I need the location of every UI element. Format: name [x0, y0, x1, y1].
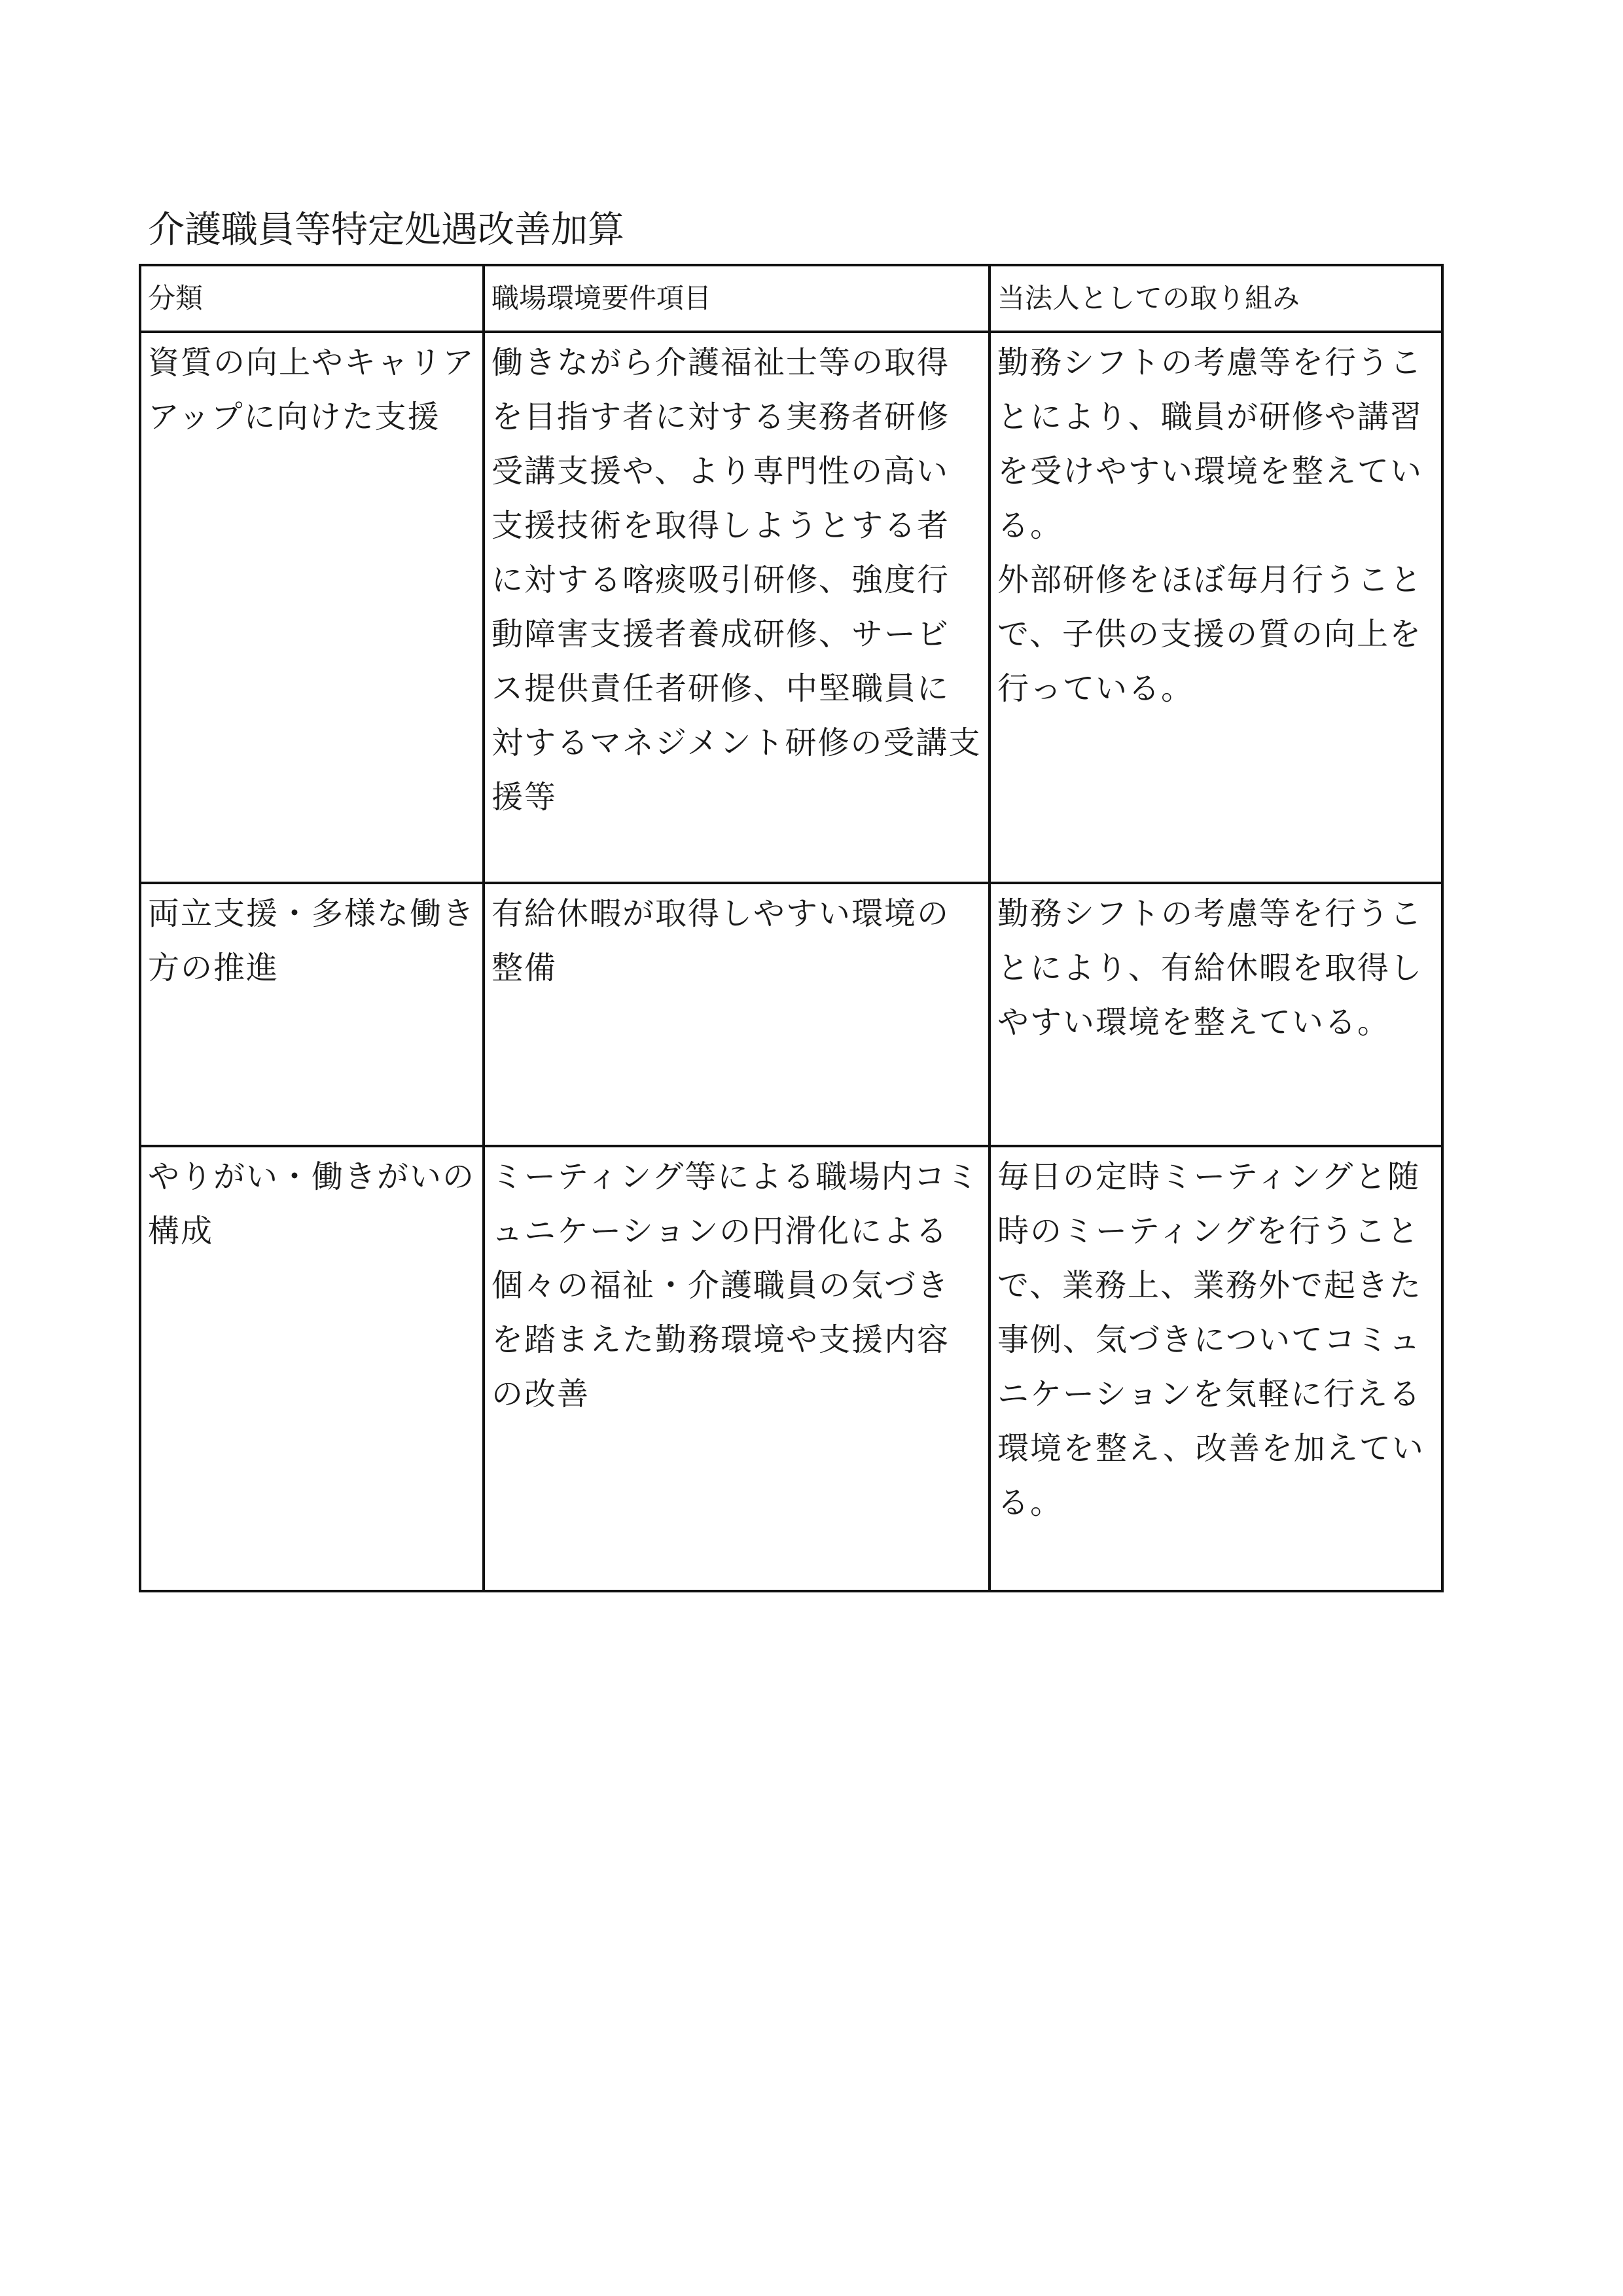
requirement-cell: 有給休暇が取得しやすい環境の整備	[484, 883, 990, 1146]
category-cell: 資質の向上やキャリアアップに向けた支援	[140, 332, 484, 883]
initiative-cell	[990, 883, 1442, 1146]
table-row	[140, 1146, 1442, 1591]
initiative-text: 勤務シフトの考慮等を行うことにより、有給休暇を取得しやすい環境を整えている。	[997, 895, 1423, 1041]
initiative-text: 毎日の定時ミーティングと随時のミーティングを行うことで、業務上、業務外で起きた事例、気づきについてコミュニケーションを気軽に行える環境を整え、改善を加えている。	[997, 1158, 1425, 1521]
requirements-table	[139, 264, 1444, 1592]
table-row	[140, 332, 1442, 883]
initiative-text: 勤務シフトの考慮等を行うことにより、職員が研修や講習を受けやすい環境を整えている。	[997, 344, 1423, 544]
category-cell: 両立支援・多様な働き方の推進	[140, 883, 484, 1146]
table-header-row	[140, 265, 1442, 332]
category-cell: やりがい・働きがいの構成	[140, 1146, 484, 1591]
initiative-cell	[990, 1146, 1442, 1591]
header-requirement: 職場環境要件項目	[484, 265, 990, 332]
requirement-cell: ミーティング等による職場内コミュニケーションの円滑化による個々の福祉・介護職員の気づきを踏まえた勤務環境や支援内容の改善	[484, 1146, 990, 1591]
initiative-text: 外部研修をほぼ毎月行うことで、子供の支援の質の向上を行っている。	[997, 562, 1423, 707]
header-initiative: 当法人としての取り組み	[990, 265, 1442, 332]
requirement-cell: 働きながら介護福祉士等の取得を目指す者に対する実務者研修受講支援や、より専門性の高い支援技術を取得しようとする者に対する喀痰吸引研修、強度行動障害支援者養成研修、サービス提供責任者研修、中堅職員に対するマネジメント研修の受講支援等	[484, 332, 990, 883]
table-row	[140, 883, 1442, 1146]
initiative-cell	[990, 332, 1442, 883]
header-category: 分類	[140, 265, 484, 332]
page-title: 介護職員等特定処遇改善加算	[148, 209, 624, 251]
